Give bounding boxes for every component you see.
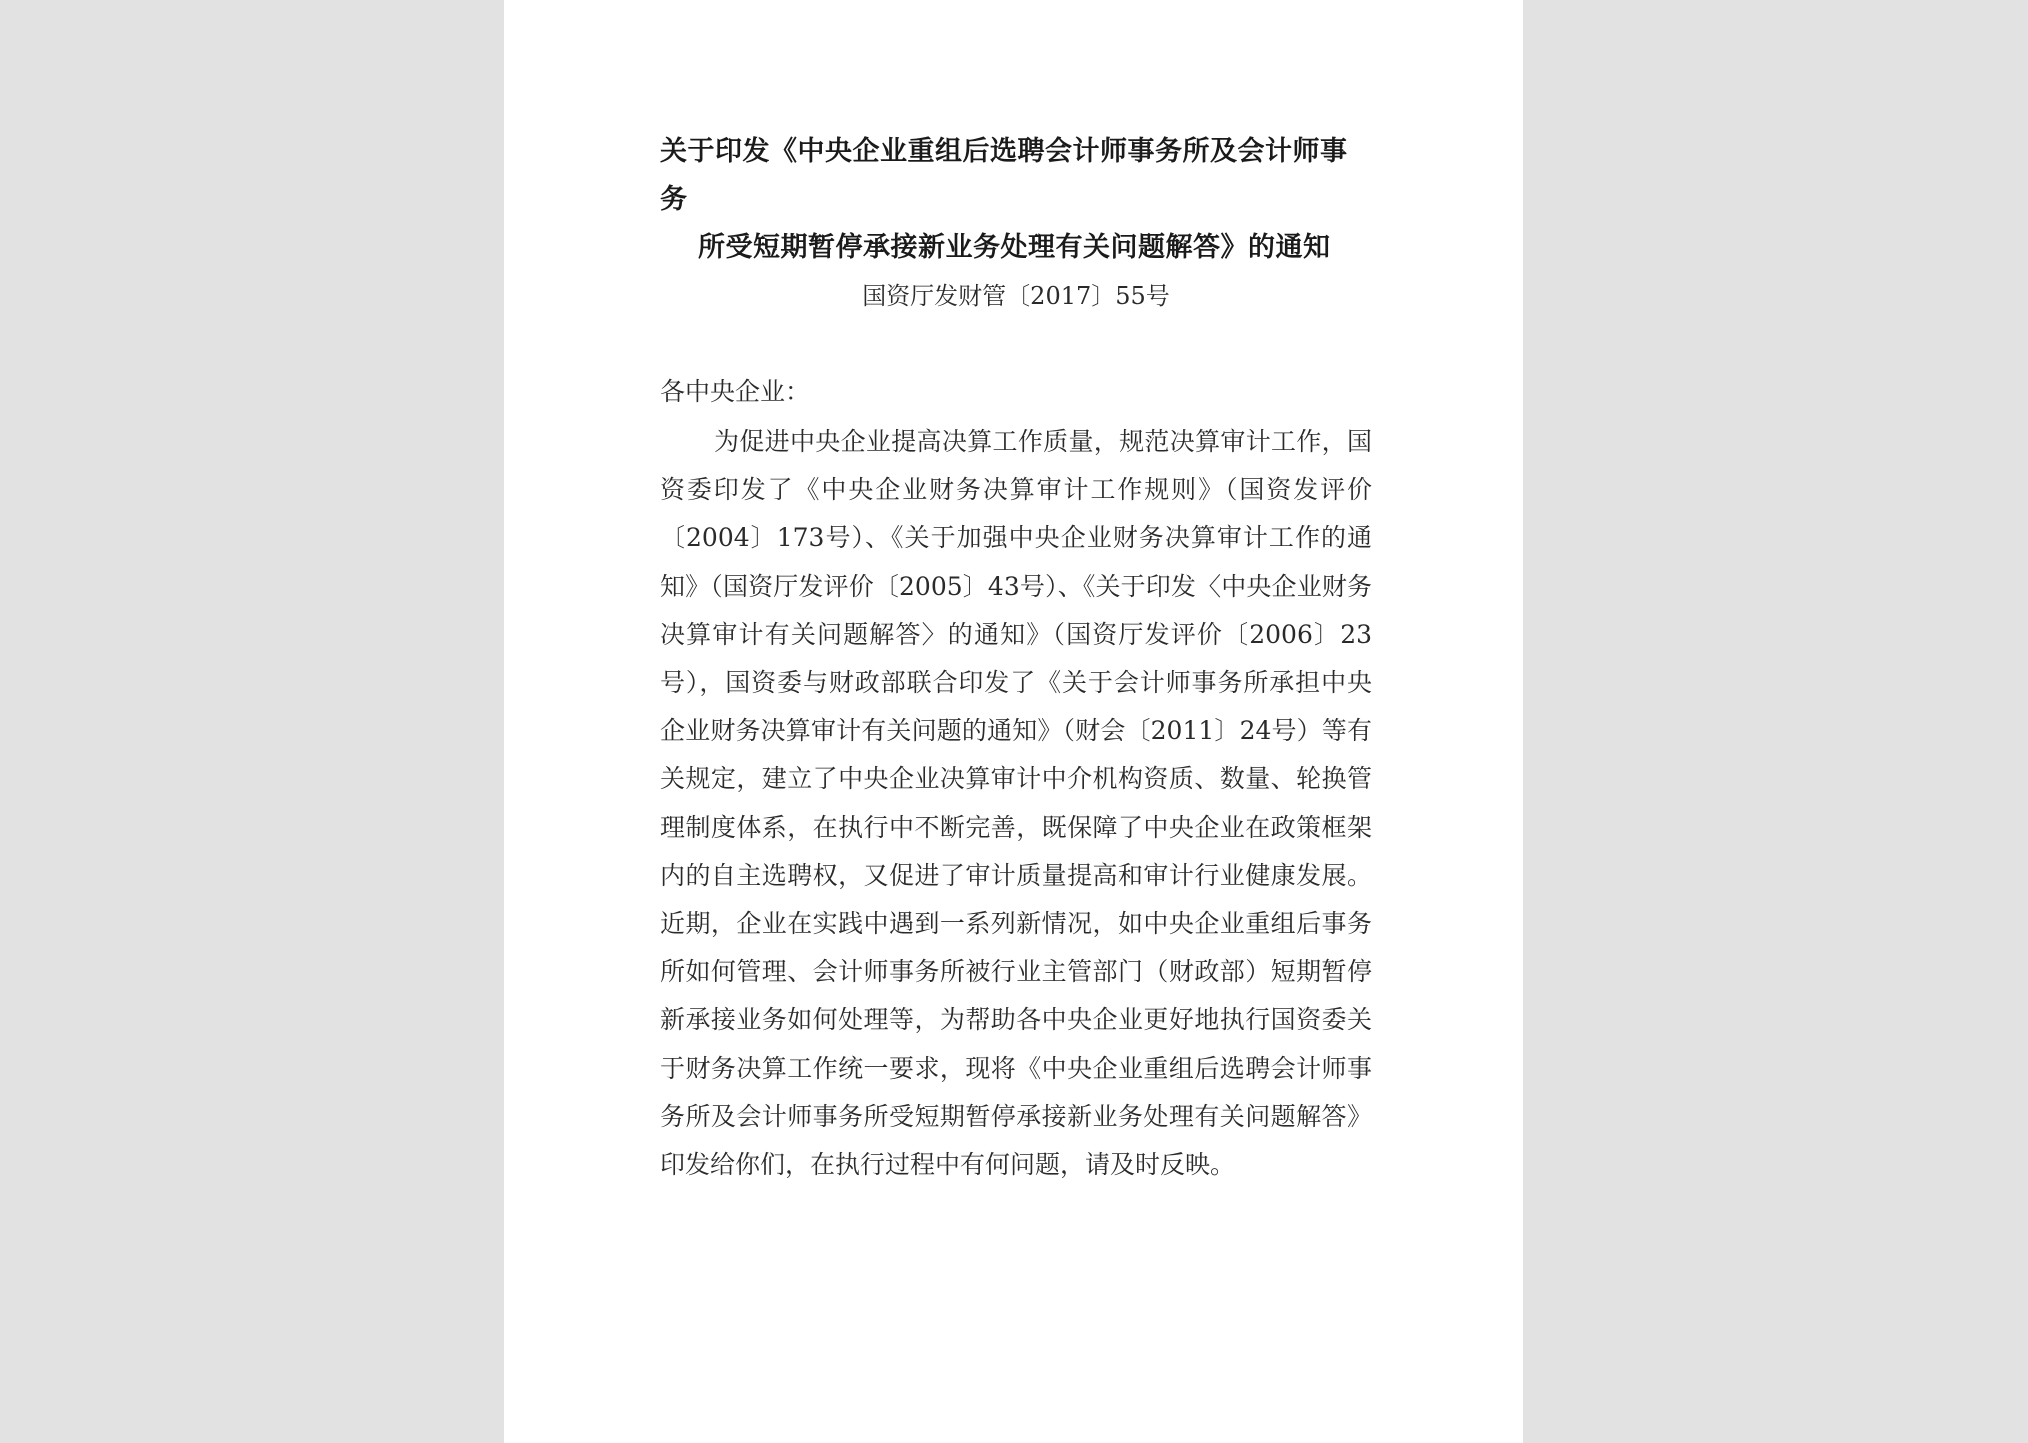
document-page [504,0,1523,1443]
document-title-line-2: 所受短期暂停承接新业务处理有关问题解答》的通知 [698,232,1331,263]
document-number: 国资厅发财管〔2017〕55号 [862,282,1170,310]
body-paragraph: 为促进中央企业提高决算工作质量，规范决算审计工作，国资委印发了《中央企业财务决算审计工作规则》（国资发评价〔2004〕173号）、《关于加强中央企业财务决算审计工作的通知》（国资厅发评价〔2005〕43号）、《关于印发〈中央企业财务决算审计有关问题解答〉的通知》（国资厅发评价〔2006〕23号），国资委与财政部联合印发了《关于会计师事务所承担中央企业财务决算审计有关问题的通知》（财会〔2011〕24号）等有关规定，建立了中央企业决算审计中介机构资质、数量、轮换管理制度体系，在执行中不断完善，既保障了中央企业在政策框架内的自主选聘权，又促进了审计质量提高和审计行业健康发展。近期，企业在实践中遇到一系列新情况，如中央企业重组后事务所如何管理、会计师事务所被行业主管部门（财政部）短期暂停新承接业务如何处理等，为帮助各中央企业更好地执行国资委关于财务决算工作统一要求，现将《中央企业重组后选聘会计师事务所及会计师事务所受短期暂停承接新业务处理有关问题解答》印发给你们，在执行过程中有何问题，请及时反映。 [660,427,1372,1180]
document-title [660,128,1372,272]
document-title-line-1: 关于印发《中央企业重组后选聘会计师事务所及会计师事务 [660,136,1348,215]
salutation: 各中央企业： [660,377,811,406]
